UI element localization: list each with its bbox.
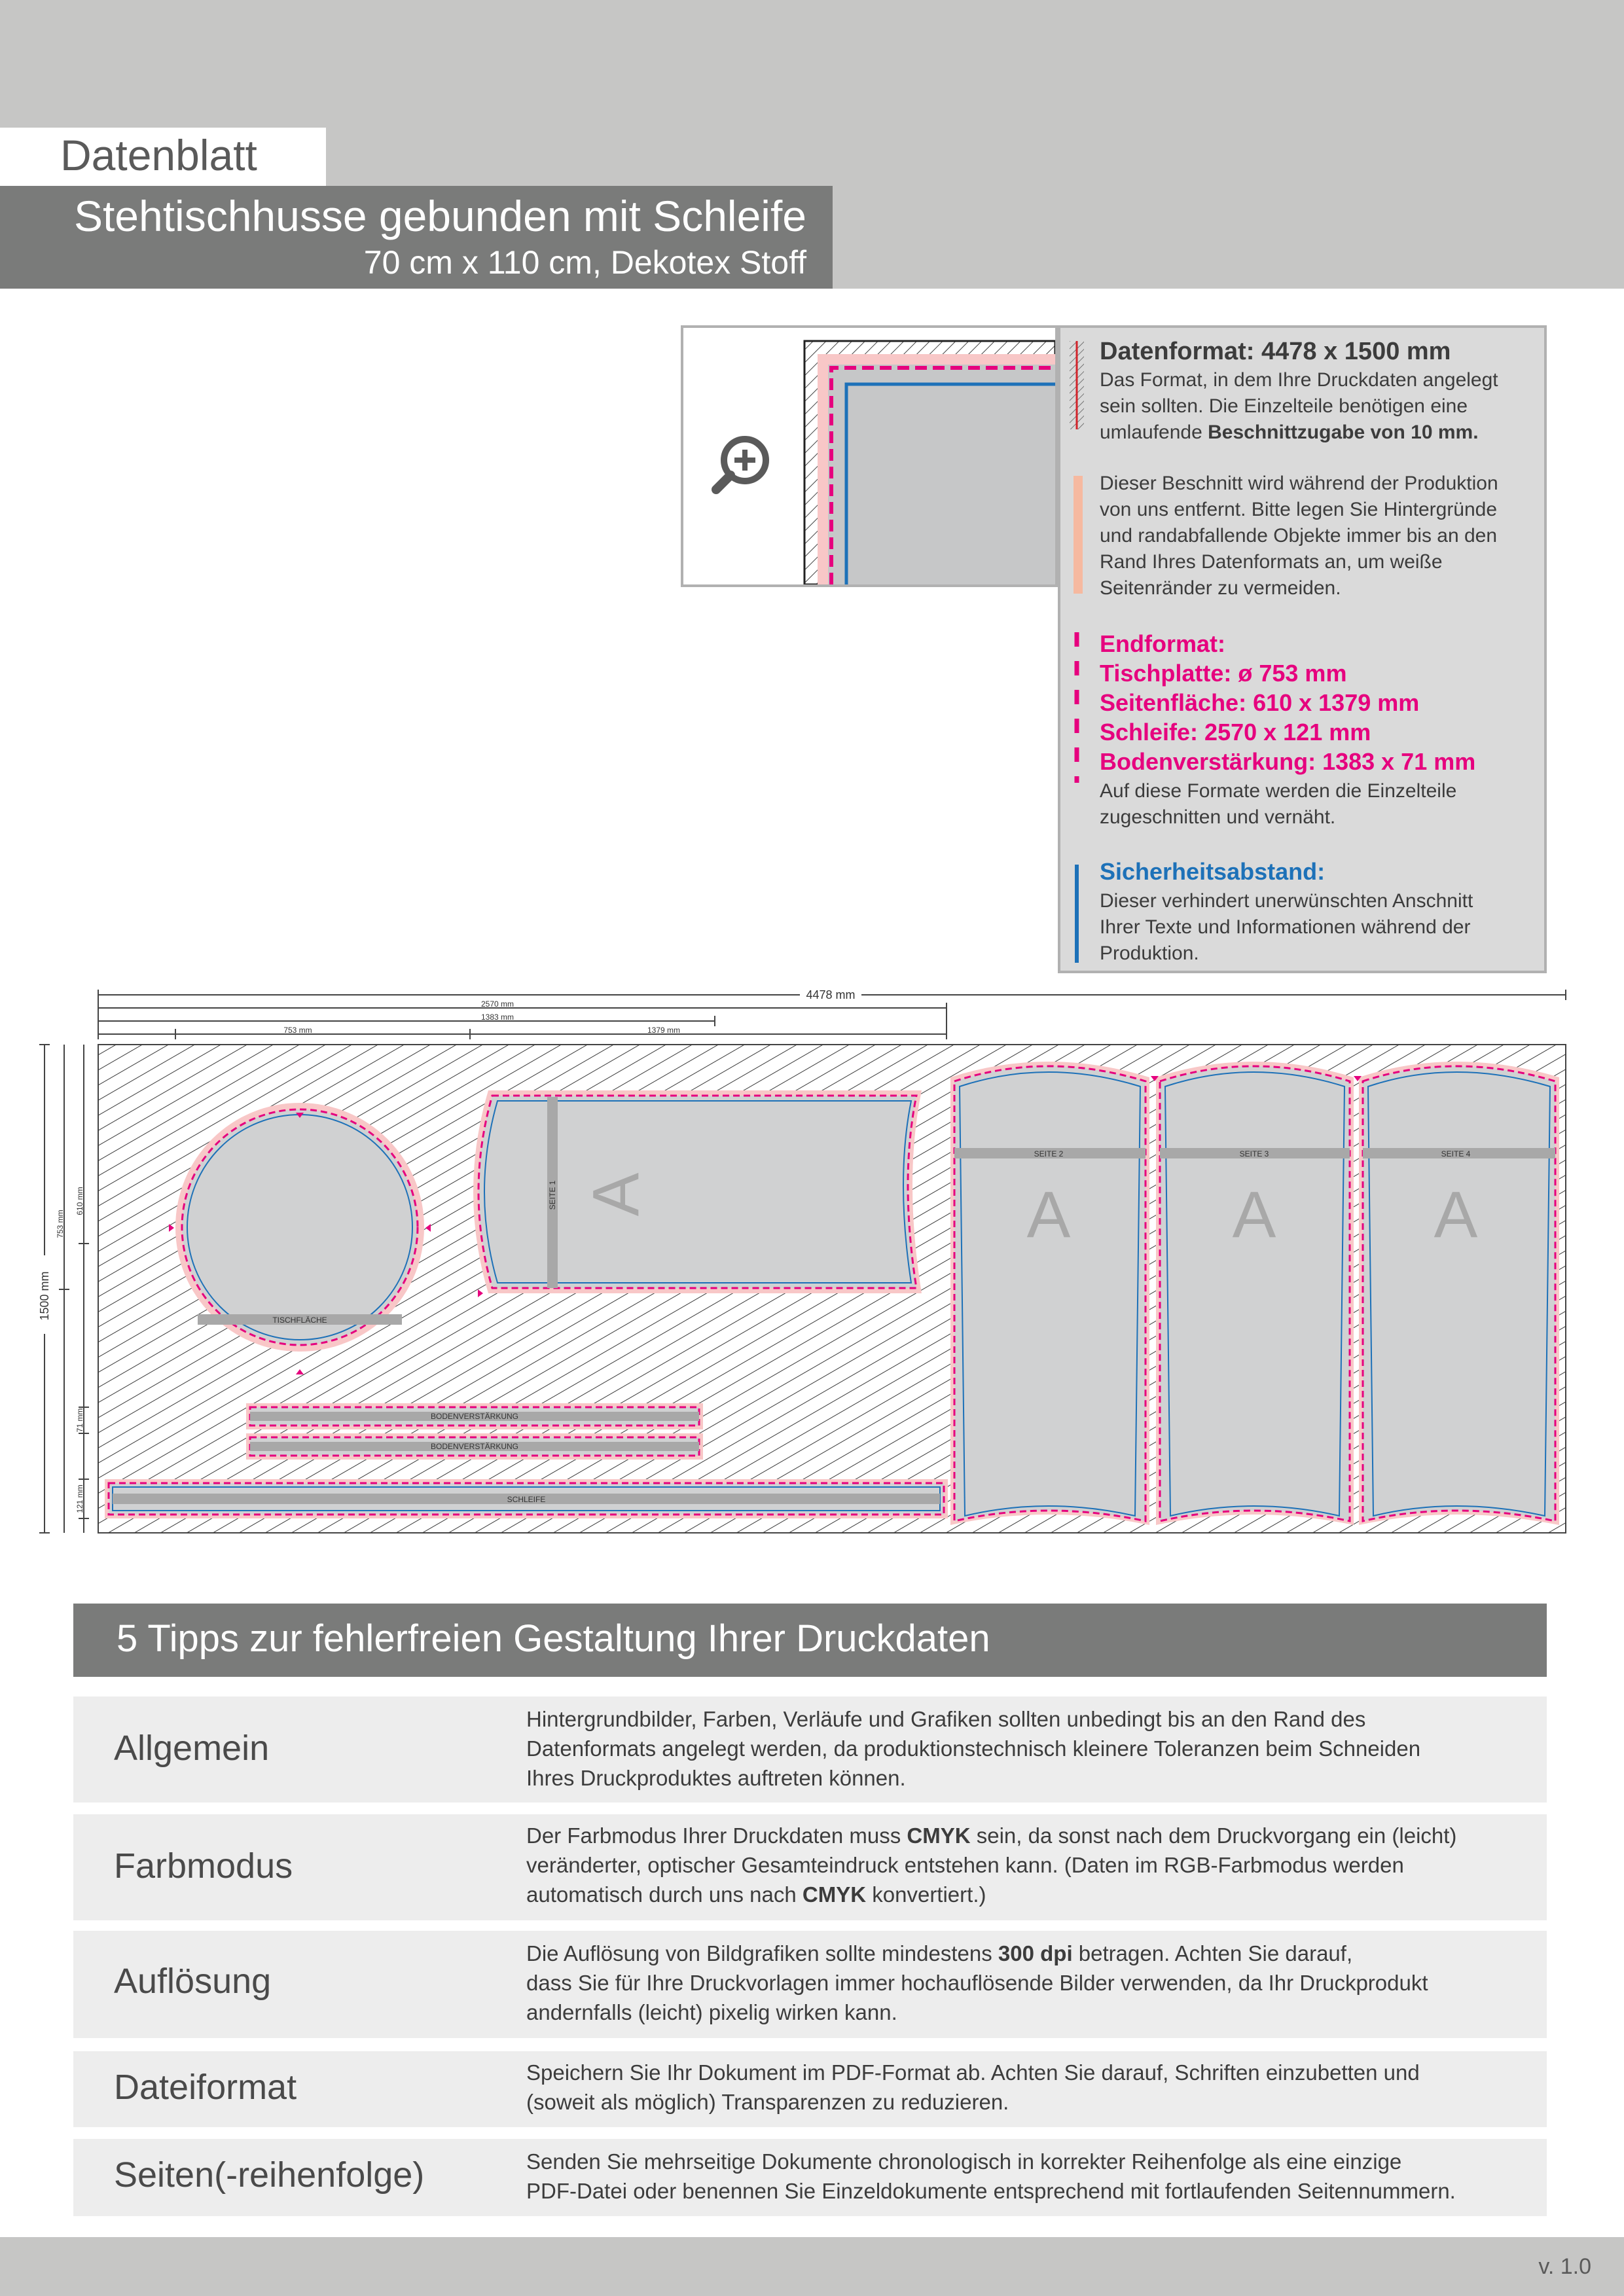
dim-v-121: 121 mm bbox=[75, 1484, 84, 1513]
beschnitt-text-5: Seitenränder zu vermeiden. bbox=[1100, 577, 1341, 599]
beschnitt-text-1: Dieser Beschnitt wird während der Produktion bbox=[1100, 473, 1498, 494]
dim-v-753: 753 mm bbox=[56, 1210, 65, 1238]
dim-v-71: 71 mm bbox=[75, 1408, 84, 1433]
datenformat-marker bbox=[1070, 341, 1084, 429]
dim-seite: 1379 mm bbox=[647, 1026, 681, 1035]
tip-allgemein-text: Hintergrundbilder, Farben, Verläufe und Grafiken sollten unbedingt bis an den Rand des Datenformats angelegt werden, da produktionstechnisch kleinere Toleranzen beim Schneiden Ihres Druckproduktes auftreten können. bbox=[526, 1707, 1421, 1790]
endformat-text-2: zugeschnitten und vernäht. bbox=[1100, 806, 1336, 828]
page-subtitle: 70 cm x 110 cm, Dekotex Stoff bbox=[363, 244, 806, 281]
tip-dateiformat-label: Dateiformat bbox=[114, 2068, 297, 2107]
zoom-format bbox=[828, 365, 1055, 584]
tip-farbmodus bbox=[73, 1814, 1547, 1920]
tip-farbmodus-label: Farbmodus bbox=[114, 1846, 293, 1886]
letter-seite2: A bbox=[1026, 1178, 1071, 1251]
tips-title: 5 Tipps zur fehlerfreien Gestaltung Ihrer Druckdaten bbox=[117, 1617, 990, 1660]
datenformat-text-3: umlaufende Beschnittzugabe von 10 mm. bbox=[1100, 422, 1479, 443]
beschnitt-text-4: Rand Ihres Datenformats an, um weiße bbox=[1100, 551, 1443, 573]
seite3-piece bbox=[1151, 1062, 1354, 1525]
sicherheit-text-2: Ihrer Texte und Informationen während der bbox=[1100, 916, 1471, 938]
sicherheit-text-3: Produktion. bbox=[1100, 942, 1199, 964]
tip-allgemein bbox=[73, 1696, 1547, 1803]
label-seite4: SEITE 4 bbox=[1441, 1149, 1471, 1158]
tip-allgemein-label: Allgemein bbox=[114, 1729, 270, 1768]
seite2-piece bbox=[950, 1062, 1149, 1525]
tip-seiten bbox=[73, 2139, 1547, 2216]
endformat-marker bbox=[1074, 632, 1080, 783]
seite4-piece bbox=[1354, 1062, 1559, 1525]
cutting-diagram bbox=[0, 975, 1624, 1551]
tip-aufloesung bbox=[73, 1931, 1547, 2038]
beschnitt-text-3: und randabfallende Objekte immer bis an den bbox=[1100, 525, 1498, 547]
tip-dateiformat-text: Speichern Sie Ihr Dokument im PDF-Format ab. Achten Sie darauf, Schriften einzubetten und (soweit als möglich) Transparenzen zu reduzieren. bbox=[526, 2060, 1420, 2114]
zoom-detail bbox=[681, 325, 1058, 587]
label-boden-1: BODENVERSTÄRKUNG bbox=[430, 1412, 519, 1421]
tip-seiten-text: Senden Sie mehrseitige Dokumente chronologisch in korrekter Reihenfolge als eine einzige PDF-Datei oder benennen Sie Einzeldokumente entsprechend mit fortlaufenden Seitennummern. bbox=[526, 2149, 1456, 2203]
dim-total: 4478 mm bbox=[806, 988, 856, 1001]
document-tag bbox=[0, 128, 326, 186]
datenformat-text-2: sein sollten. Die Einzelteile benötigen eine bbox=[1100, 395, 1468, 417]
sicherheit-heading: Sicherheitsabstand: bbox=[1100, 858, 1326, 885]
label-seite1: SEITE 1 bbox=[548, 1180, 557, 1210]
tips-heading-band bbox=[73, 1604, 1547, 1677]
tip-farbmodus-text: Der Farbmodus Ihrer Druckdaten muss CMYK sein, da sonst nach dem Druckvorgang ein (leicht) veränderter, optischer Gesamteindruck entstehen kann. (Daten im RGB-Farbmodus werden automatisch durch uns nach CMYK konvertiert.) bbox=[526, 1823, 1457, 1907]
beschnitt-text-2: von uns entfernt. Bitte legen Sie Hintergründe bbox=[1100, 499, 1498, 520]
letter-seite4: A bbox=[1434, 1178, 1478, 1251]
version-label: v. 1.0 bbox=[1538, 2254, 1591, 2279]
endformat-bodenverstaerkung: Bodenverstärkung: 1383 x 71 mm bbox=[1100, 748, 1476, 775]
footer-band bbox=[0, 2237, 1624, 2296]
bodenverstaerkung-piece-1 bbox=[246, 1403, 703, 1429]
label-schleife: SCHLEIFE bbox=[507, 1495, 546, 1504]
label-tischflaeche: TISCHFLÄCHE bbox=[272, 1316, 327, 1325]
dim-schleife: 2570 mm bbox=[480, 999, 514, 1009]
label-seite3: SEITE 3 bbox=[1239, 1149, 1269, 1158]
tip-aufloesung-label: Auflösung bbox=[114, 1962, 272, 2001]
label-boden-2: BODENVERSTÄRKUNG bbox=[430, 1442, 519, 1451]
letter-seite1: A bbox=[579, 1172, 653, 1217]
label-seite2: SEITE 2 bbox=[1034, 1149, 1064, 1158]
page-title: Stehtischhusse gebunden mit Schleife bbox=[73, 192, 806, 240]
bodenverstaerkung-piece-2 bbox=[246, 1433, 703, 1460]
dim-boden: 1383 mm bbox=[480, 1013, 514, 1022]
title-band bbox=[0, 186, 833, 289]
sicherheit-marker bbox=[1075, 865, 1079, 963]
schleife-piece bbox=[105, 1479, 948, 1518]
document-tag-label: Datenblatt bbox=[60, 131, 257, 179]
endformat-heading: Endformat: bbox=[1100, 630, 1225, 657]
datenformat-heading: Datenformat: 4478 x 1500 mm bbox=[1100, 338, 1451, 365]
dim-v-610: 610 mm bbox=[75, 1187, 84, 1215]
endformat-seitenflaeche: Seitenfläche: 610 x 1379 mm bbox=[1100, 689, 1420, 716]
sicherheit-text-1: Dieser verhindert unerwünschten Anschnitt bbox=[1100, 890, 1473, 912]
zoom-detail-graphic bbox=[683, 328, 1055, 584]
endformat-schleife: Schleife: 2570 x 121 mm bbox=[1100, 719, 1371, 745]
info-panel bbox=[1058, 325, 1547, 973]
dim-height: 1500 mm bbox=[38, 1271, 51, 1321]
seite1-piece bbox=[473, 1090, 922, 1297]
datenformat-text-1: Das Format, in dem Ihre Druckdaten angelegt bbox=[1100, 369, 1498, 391]
tip-aufloesung-text: Die Auflösung von Bildgrafiken sollte mindestens 300 dpi betragen. Achten Sie darauf, dass Sie für Ihre Druckvorlagen immer hochauflösende Bilder verwenden, da Ihr Druckprodukt andernfalls (leicht) pixelig wirken kann. bbox=[526, 1941, 1428, 2024]
endformat-tischplatte: Tischplatte: ø 753 mm bbox=[1100, 660, 1347, 687]
dim-tisch: 753 mm bbox=[283, 1026, 312, 1035]
tip-seiten-label: Seiten(-reihenfolge) bbox=[114, 2155, 425, 2195]
zoom-icon bbox=[716, 439, 766, 490]
endformat-text-1: Auf diese Formate werden die Einzelteile bbox=[1100, 780, 1457, 802]
beschnitt-marker bbox=[1074, 476, 1083, 594]
letter-seite3: A bbox=[1232, 1178, 1276, 1251]
tip-dateiformat bbox=[73, 2051, 1547, 2127]
